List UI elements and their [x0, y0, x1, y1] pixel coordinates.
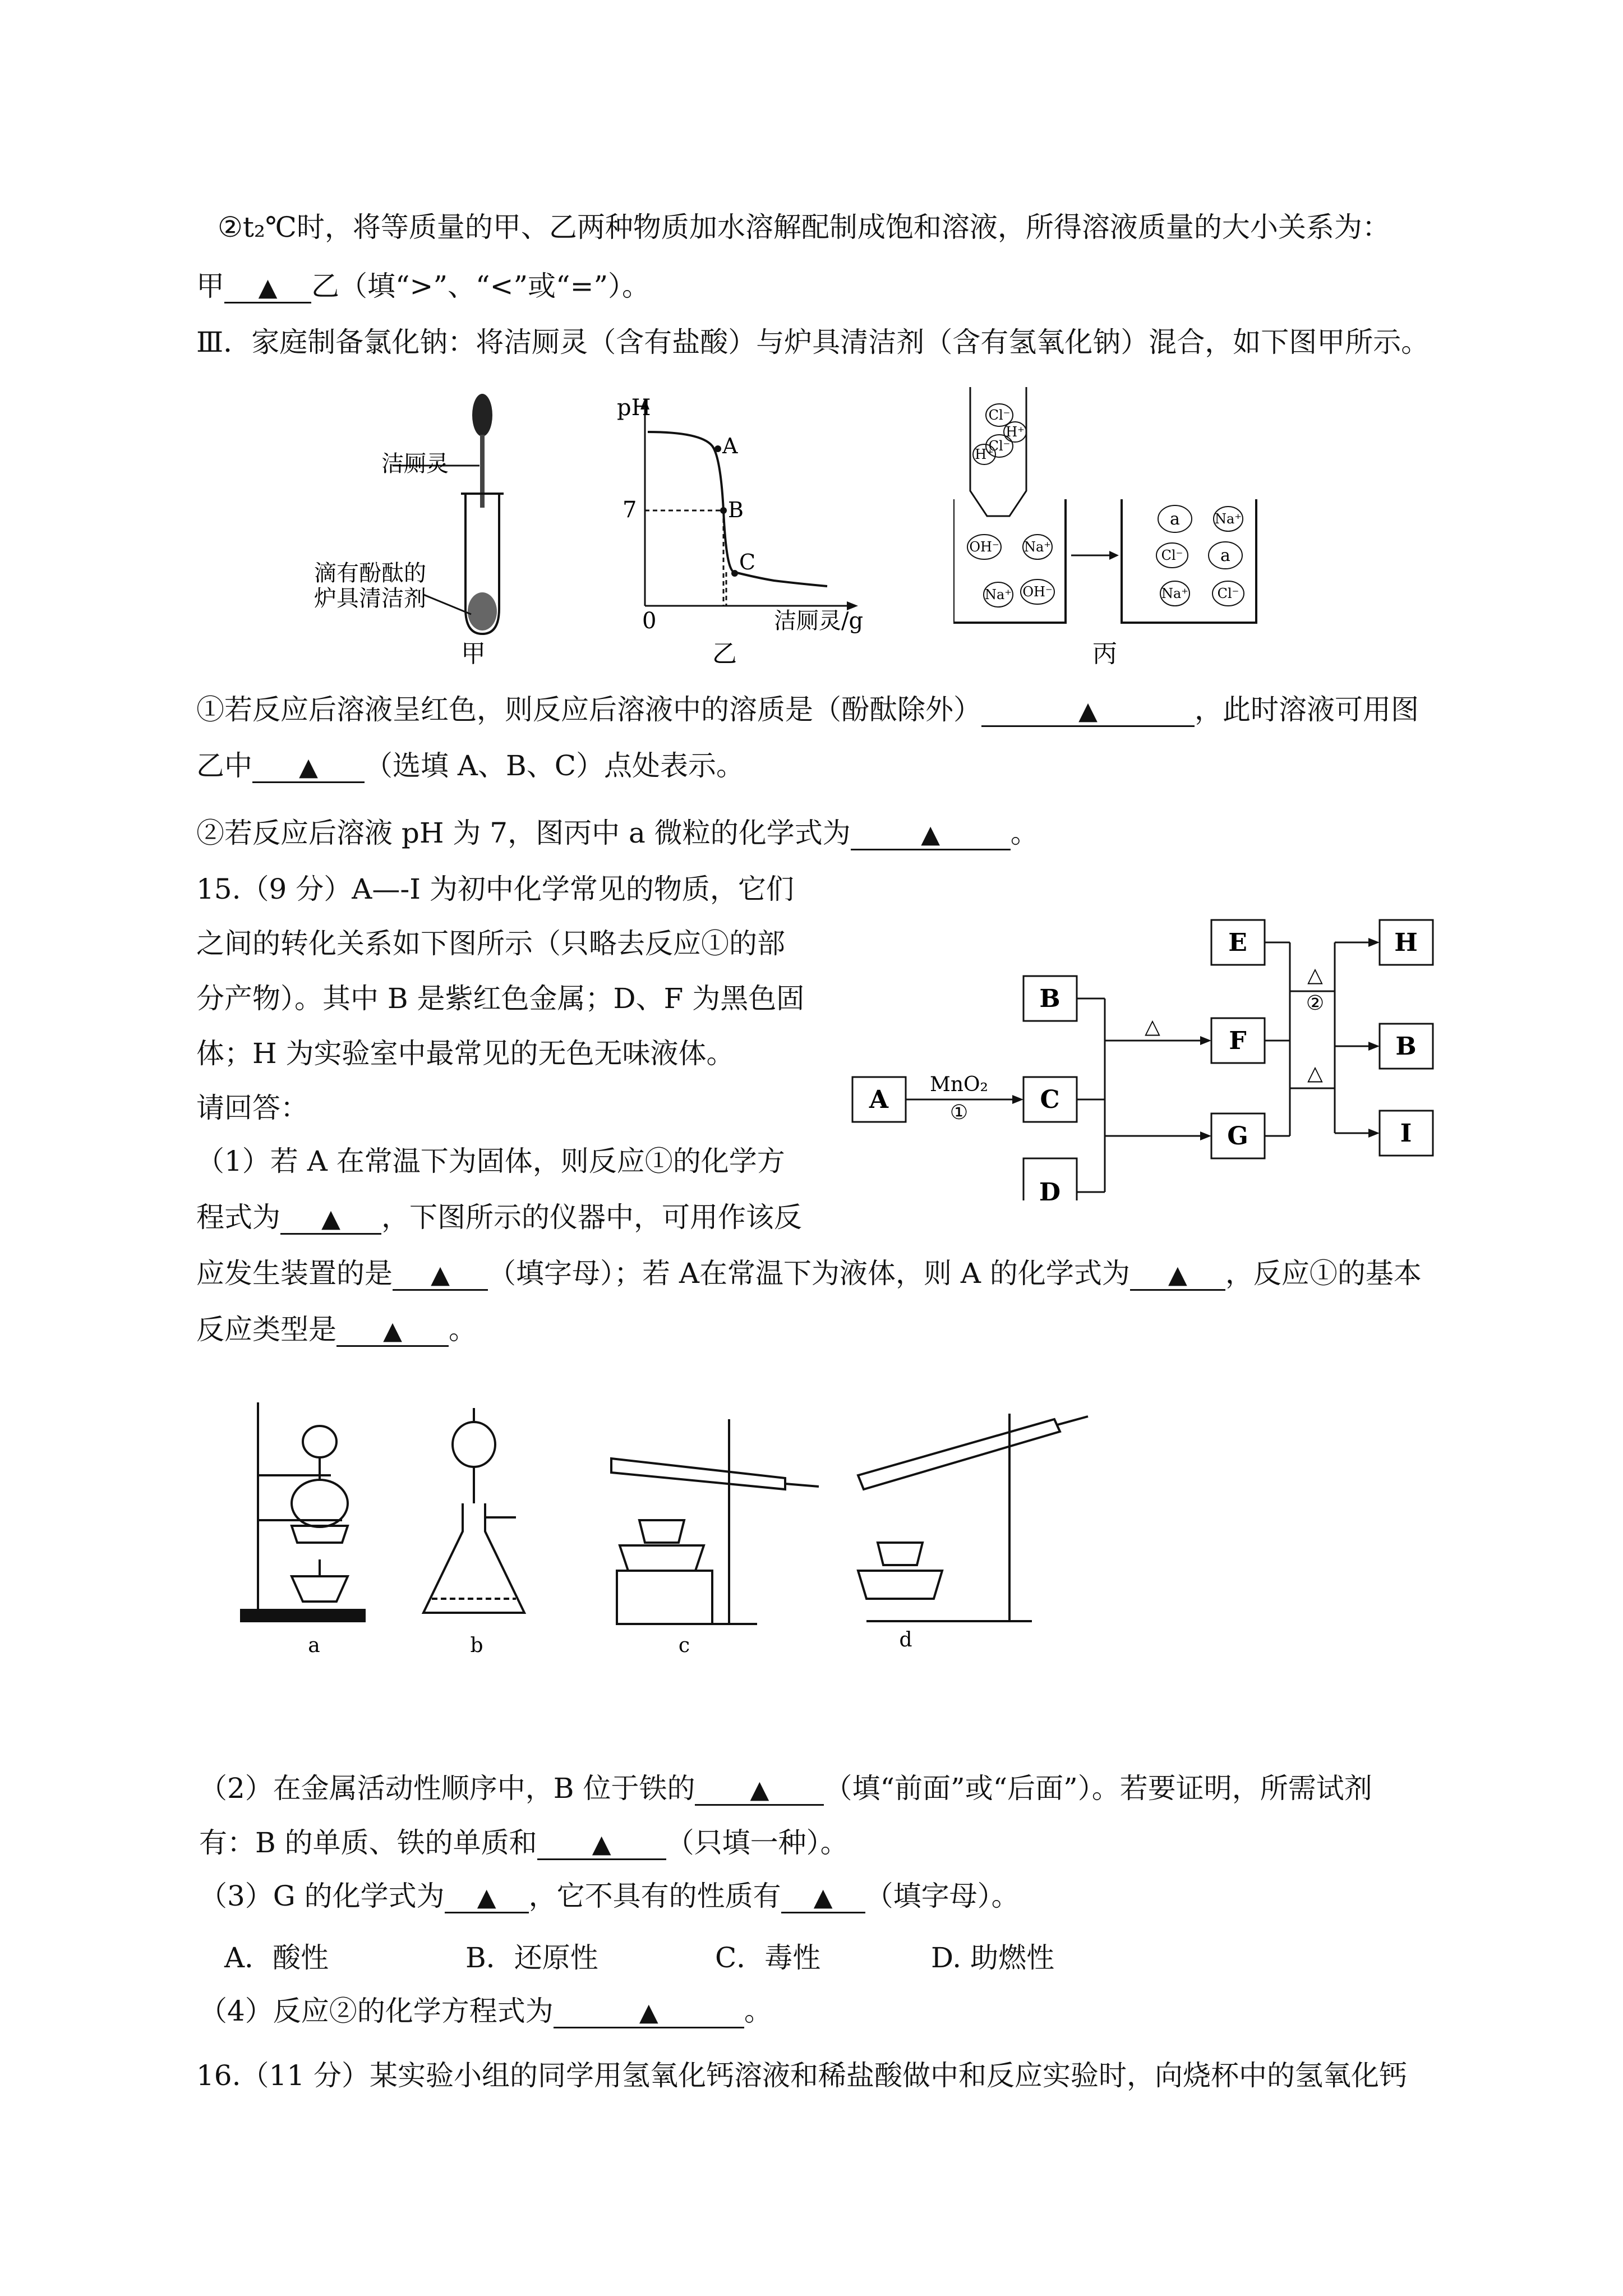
- jia-caption: 甲: [461, 639, 486, 668]
- line-2: 甲 ▲ 乙（填“>”、“<”或“=”）。: [196, 270, 651, 302]
- yi-caption: 乙: [712, 639, 737, 668]
- svg-text:B: B: [1039, 984, 1061, 1013]
- line-3: Ⅲ．家庭制备氯化钠：将洁厕灵（含有盐酸）与炉具清洁剂（含有氢氧化钠）混合，如下图甲所示。: [196, 326, 1430, 358]
- svg-text:H⁺: H⁺: [1006, 424, 1025, 440]
- svg-text:①: ①: [949, 1101, 969, 1124]
- q15-line-5: 请回答：: [196, 1092, 308, 1124]
- figure-jia-test-tube: [303, 387, 516, 668]
- svg-text:Cl⁻: Cl⁻: [1161, 547, 1183, 563]
- svg-text:I: I: [1400, 1119, 1412, 1148]
- q15-line-8: 应发生装置的是 ▲ （填字母）；若 A在常温下为液体，则 A 的化学式为 ▲ ，反应①的基本: [196, 1257, 1422, 1290]
- q15-3-line: （3）G 的化学式为 ▲ ，它不具有的性质有 ▲ （填字母）。: [199, 1880, 1020, 1912]
- svg-text:D: D: [1039, 1178, 1061, 1200]
- q15-line-1: 15.（9 分）A—-I 为初中化学常见的物质，它们: [196, 873, 794, 905]
- apparatus-b: b: [470, 1634, 483, 1657]
- option-c: C．毒性: [715, 1941, 821, 1974]
- option-b: B．还原性: [465, 1941, 598, 1974]
- bing-caption: 丙: [1092, 639, 1117, 668]
- svg-text:Cl⁻: Cl⁻: [1217, 586, 1239, 601]
- jia-label-bottom-2: 炉具清洁剂: [314, 586, 426, 611]
- svg-text:②: ②: [1306, 992, 1325, 1015]
- svg-text:0: 0: [642, 608, 657, 634]
- svg-text:Na⁺: Na⁺: [1161, 586, 1188, 601]
- svg-text:A: A: [869, 1085, 889, 1114]
- apparatus-a: a: [308, 1634, 320, 1657]
- svg-text:pH: pH: [617, 395, 651, 421]
- q15-line-9: 反应类型是 ▲ 。: [196, 1313, 477, 1346]
- svg-text:a: a: [1170, 509, 1180, 529]
- q15-line-4: 体；H 为实验室中最常见的无色无味液体。: [196, 1037, 735, 1070]
- svg-text:H: H: [1394, 928, 1418, 957]
- line-4: ①若反应后溶液呈红色，则反应后溶液中的溶质是（酚酞除外） ▲ ，此时溶液可用图: [196, 693, 1419, 726]
- svg-text:MnO₂: MnO₂: [930, 1073, 988, 1096]
- figure-bing-ions: [953, 387, 1267, 673]
- svg-text:A: A: [722, 434, 738, 458]
- svg-text:C: C: [739, 550, 756, 574]
- svg-text:△: △: [1307, 1062, 1323, 1085]
- q15-2-line-1: （2）在金属活动性顺序中，B 位于铁的 ▲ （填“前面”或“后面”）。若要证明，所需试剂: [199, 1772, 1372, 1805]
- q15-line-2: 之间的转化关系如下图所示（只略去反应①的部: [196, 927, 785, 960]
- q15-2-line-2: 有：B 的单质、铁的单质和 ▲ （只填一种）。: [199, 1826, 849, 1859]
- svg-text:Na⁺: Na⁺: [1024, 539, 1051, 555]
- svg-text:B: B: [1395, 1032, 1417, 1061]
- q15-4-line: （4）反应②的化学方程式为 ▲ 。: [199, 1995, 772, 2027]
- apparatus-c: c: [678, 1634, 690, 1657]
- svg-text:Na⁺: Na⁺: [1215, 511, 1242, 527]
- svg-text:Cl⁻: Cl⁻: [988, 407, 1011, 423]
- svg-text:F: F: [1229, 1027, 1247, 1055]
- line-1: ②t₂℃时，将等质量的甲、乙两种物质加水溶解配制成饱和溶液，所得溶液质量的大小关系为：: [218, 211, 1390, 243]
- svg-text:C: C: [1040, 1085, 1060, 1114]
- svg-text:7: 7: [623, 497, 637, 523]
- svg-text:B: B: [728, 498, 744, 522]
- svg-text:a: a: [1220, 546, 1230, 565]
- flow-chart: [841, 909, 1458, 1200]
- q15-line-7: 程式为 ▲ ，下图所示的仪器中，可用作该反: [196, 1201, 802, 1234]
- q16-line: 16.（11 分）某实验小组的同学用氢氧化钙溶液和稀盐酸做中和反应实验时，向烧杯中的氢氧化钙: [196, 2059, 1408, 2092]
- svg-text:△: △: [1307, 964, 1323, 987]
- svg-text:Cl⁻: Cl⁻: [988, 438, 1011, 454]
- q15-line-6: （1）若 A 在常温下为固体，则反应①的化学方: [196, 1145, 785, 1177]
- svg-text:H⁺: H⁺: [975, 447, 994, 462]
- option-a: A．酸性: [224, 1941, 329, 1974]
- option-d: D. 助燃性: [931, 1941, 1055, 1974]
- jia-label-top: 洁厕灵: [381, 451, 449, 477]
- jia-label-bottom-1: 滴有酚酞的: [314, 560, 426, 586]
- svg-text:OH⁻: OH⁻: [969, 539, 999, 555]
- svg-text:G: G: [1227, 1122, 1248, 1151]
- line-5: 乙中 ▲ （选填 A、B、C）点处表示。: [196, 749, 745, 782]
- svg-text:洁厕灵/g: 洁厕灵/g: [774, 608, 864, 634]
- svg-text:△: △: [1145, 1015, 1160, 1038]
- apparatus-d: d: [899, 1628, 912, 1651]
- apparatus-figure: [224, 1391, 1122, 1660]
- line-6: ②若反应后溶液 pH 为 7，图丙中 a 微粒的化学式为 ▲ 。: [196, 817, 1039, 849]
- svg-text:OH⁻: OH⁻: [1022, 584, 1053, 600]
- svg-text:E: E: [1228, 928, 1247, 957]
- svg-text:Na⁺: Na⁺: [985, 587, 1012, 602]
- q15-line-3: 分产物）。其中 B 是紫红色金属；D、F 为黑色固: [196, 982, 805, 1015]
- figure-yi-ph-curve: [606, 393, 864, 673]
